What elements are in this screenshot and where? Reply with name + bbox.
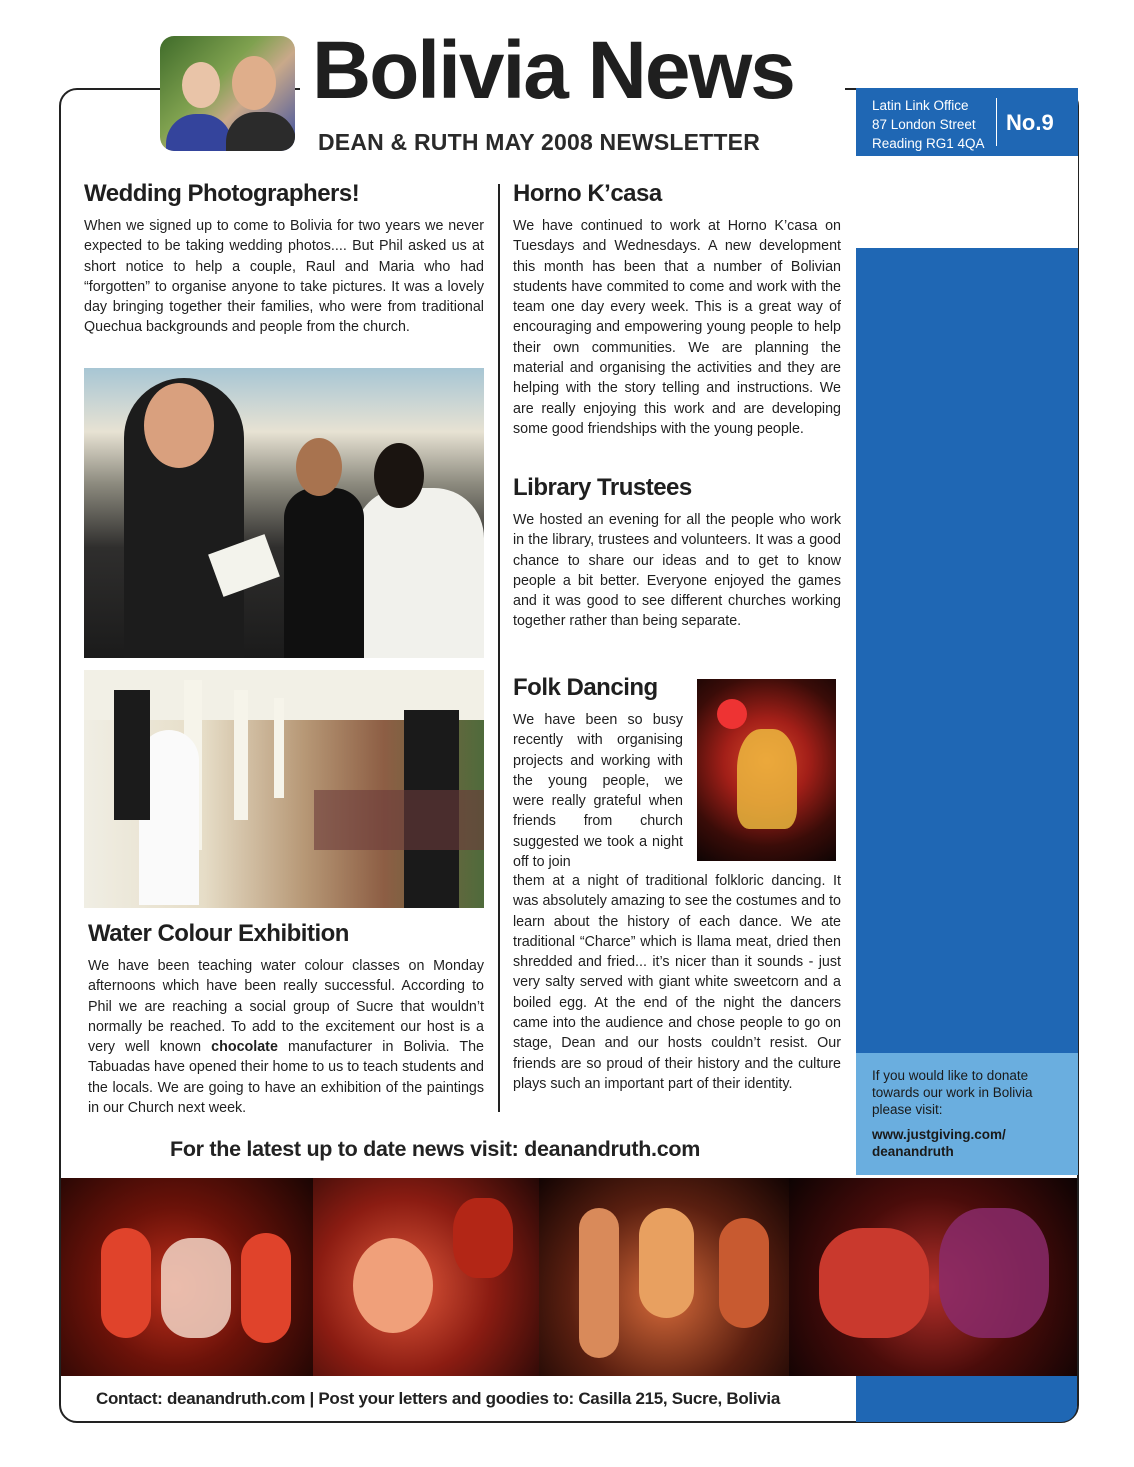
dean-shirt [226,112,295,151]
photographer-head [144,383,214,468]
bride-dress [354,488,484,658]
watercolour-bold-word: chocolate [211,1039,278,1056]
issue-number: No.9 [1006,110,1054,135]
watercolour-text: manufacturer in Bolivia. The Tabuadas have opened their home to us to teach students and the locals. We are going to have an exhibition of the paintings in our Church next week. [88,1039,484,1117]
folk-article-continued [513,871,841,1094]
column-divider [498,184,500,1112]
newsletter-title: Bolivia News [312,25,794,116]
sidebar [856,88,1078,1423]
office-box [856,88,1078,156]
spacer [856,248,1078,346]
column [234,690,248,820]
dancer [241,1233,291,1343]
column [274,698,284,798]
address-line: Latin Link Office [872,98,969,113]
library-article [513,474,841,632]
colonnade-photo [84,670,484,908]
office-address [872,96,985,153]
folk-heading: Folk Dancing [513,674,658,701]
address-line: Reading RG1 4QA [872,136,985,151]
wedding-article [84,180,484,338]
folk-dancer-photo [697,679,836,861]
guest-figure [114,690,150,820]
dancer [161,1238,231,1338]
hat [453,1198,513,1278]
donate-box [856,1053,1078,1175]
latin-link-logo [856,156,1078,248]
groom-figure [284,488,364,658]
wedding-heading: Wedding Photographers! [84,180,360,207]
dancer [719,1218,769,1328]
strip-photo-devil-dancers [61,1178,313,1376]
bride-head [374,443,424,508]
latest-news-banner: For the latest up to date news visit: deanandruth.com [170,1137,701,1161]
ruth-shirt [166,114,232,151]
prayer-panel [856,248,1078,1056]
library-body: We hosted an evening for all the people who work in the library, trustees and volunteers. It was a good chance to share our ideas and to get to know people a bit better. Everyone enjoyed the games and it was good to see different churches working together rather than being separate. [513,512,841,630]
dancer [639,1208,694,1318]
dancer [101,1228,151,1338]
address-line: 87 London Street [872,117,976,132]
horno-body: We have continued to work at Horno K’casa on Tuesdays and Wednesdays. A new development this month has been that a number of Bolivian students have commited to come and work with the team one day every week. This is a great way of encouraging and empowering young people to help their own communities. We are planning the material and organising the activities and they are helping with the story telling and instructions. We are really enjoying this work and are developing some good friendships with the young people. [513,218,841,437]
watercolour-body [88,956,484,1118]
horno-article [513,180,841,439]
donate-link[interactable]: www.justgiving.com/ deanandruth [872,1127,1006,1159]
strip-photo-dancer-portrait [313,1178,539,1376]
watercolour-text: We have been teaching water colour classes on Monday afternoons which have been really successful. According to Phil we are reaching a social group of Sucre that wouldn’t normally be reached. To add to the excitement our host is a very well known [88,958,484,1056]
watercolour-article [88,920,484,1118]
mask [717,699,747,729]
office-divider [996,98,997,146]
wedding-body: When we signed up to come to Bolivia for two years we never expected to be taking wedding photos.... But Phil asked us at short notice to help a couple, Raul and Maria who had “forgotten” to organise anyone to take pictures. It was a lovely day bringing together their families, who were from traditional Quechua backgrounds and people from the church. [84,218,484,336]
watercolour-heading: Water Colour Exhibition [88,920,349,947]
donate-text: If you would like to donate towards our work in Bolivia please visit: [872,1068,1033,1117]
dean-face [232,56,276,110]
dancer [579,1208,619,1358]
folk-article [513,674,683,872]
footer-contact: Contact: deanandruth.com | Post your letters and goodies to: Casilla 215, Sucre, Bolivia [96,1389,781,1408]
groom-head [296,438,342,496]
costume [737,729,797,829]
strip-photo-couple-dancers [539,1178,789,1376]
wedding-photo [84,368,484,658]
horno-heading: Horno K’casa [513,180,662,207]
ruth-face [182,62,220,108]
folk-body-narrow: We have been so busy recently with organising projects and working with the young people, we were really grateful when friends from church suggested we took a night off to join [513,712,683,871]
header-photo-dean-ruth [160,36,295,151]
folk-body-wide: them at a night of traditional folkloric dancing. It was absolutely amazing to see the costumes and to learn about the history of each dance. We ate traditional “Charce” which is llama meat, dried then shredded and fried... it’s nicer than it sounds - just very salty served with giant white sweetcorn and a boiled egg. At the end of the night the dancers came into the audience and chose people to go on stage, Dean and our hosts couldn’t resist. Our friends are so proud of their history and the culture plays such an important part of their identity. [513,873,841,1092]
library-heading: Library Trustees [513,474,692,501]
dancer-face [353,1238,433,1333]
textile-market [314,790,484,850]
newsletter-subtitle: DEAN & RUTH MAY 2008 NEWSLETTER [318,129,760,155]
